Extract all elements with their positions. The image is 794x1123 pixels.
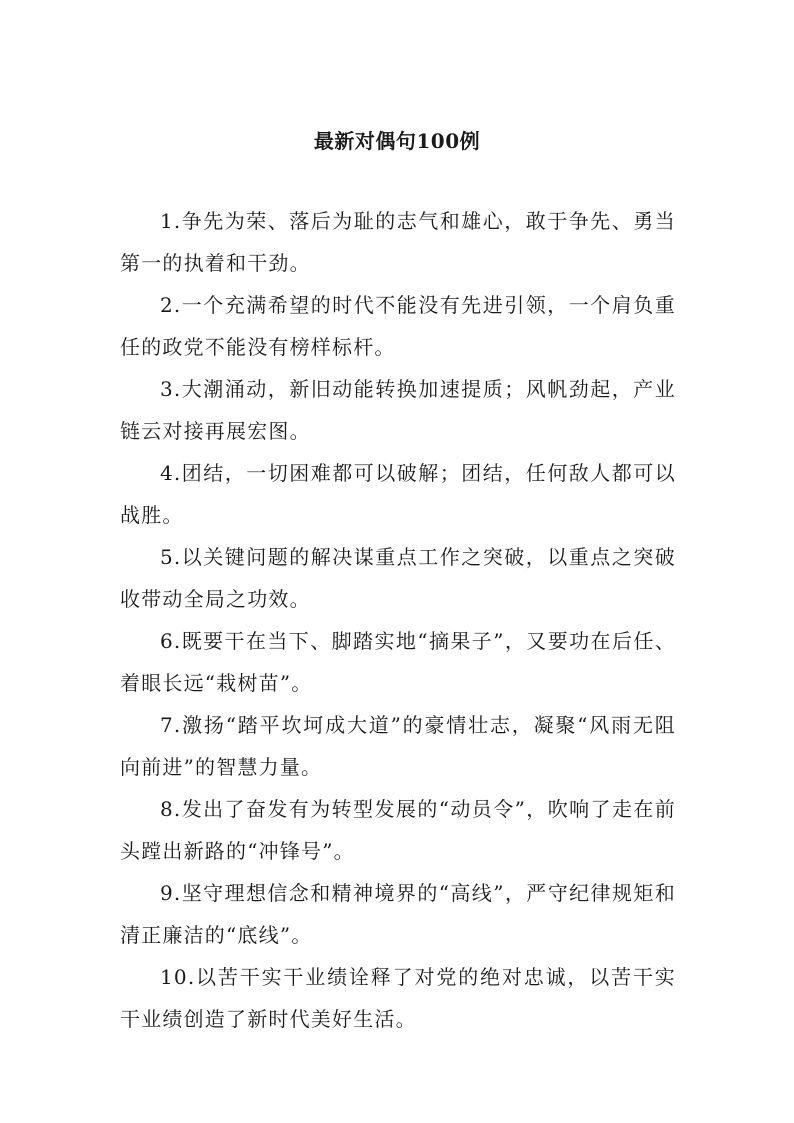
paragraph-5: 5.以关键问题的解决谋重点工作之突破，以重点之突破收带动全局之功效。 [120,545,676,611]
paragraph-4: 4.团结，一切困难都可以破解；团结，任何敌人都可以战胜。 [120,461,676,527]
paragraph-8: 8.发出了奋发有为转型发展的“动员令”，吹响了走在前头蹚出新路的“冲锋号”。 [120,797,676,863]
document-body [120,200,676,1040]
paragraph-10: 10.以苦干实干业绩诠释了对党的绝对忠诚，以苦干实干业绩创造了新时代美好生活。 [120,965,676,1031]
paragraph-1: 1.争先为荣、落后为耻的志气和雄心，敢于争先、勇当第一的执着和干劲。 [120,209,676,275]
paragraph-9: 9.坚守理想信念和精神境界的“高线”，严守纪律规矩和清正廉洁的“底线”。 [120,881,676,947]
page-title: 最新对偶句100例 [313,129,481,153]
paragraph-2: 2.一个充满希望的时代不能没有先进引领，一个肩负重任的政党不能没有榜样标杆。 [120,293,676,359]
paragraph-6: 6.既要干在当下、脚踏实地“摘果子”，又要功在后任、着眼长远“栽树苗”。 [120,629,676,695]
paragraph-7: 7.激扬“踏平坎坷成大道”的豪情壮志，凝聚“风雨无阻向前进”的智慧力量。 [120,713,676,779]
paragraph-3: 3.大潮涌动，新旧动能转换加速提质；风帆劲起，产业链云对接再展宏图。 [120,377,676,443]
